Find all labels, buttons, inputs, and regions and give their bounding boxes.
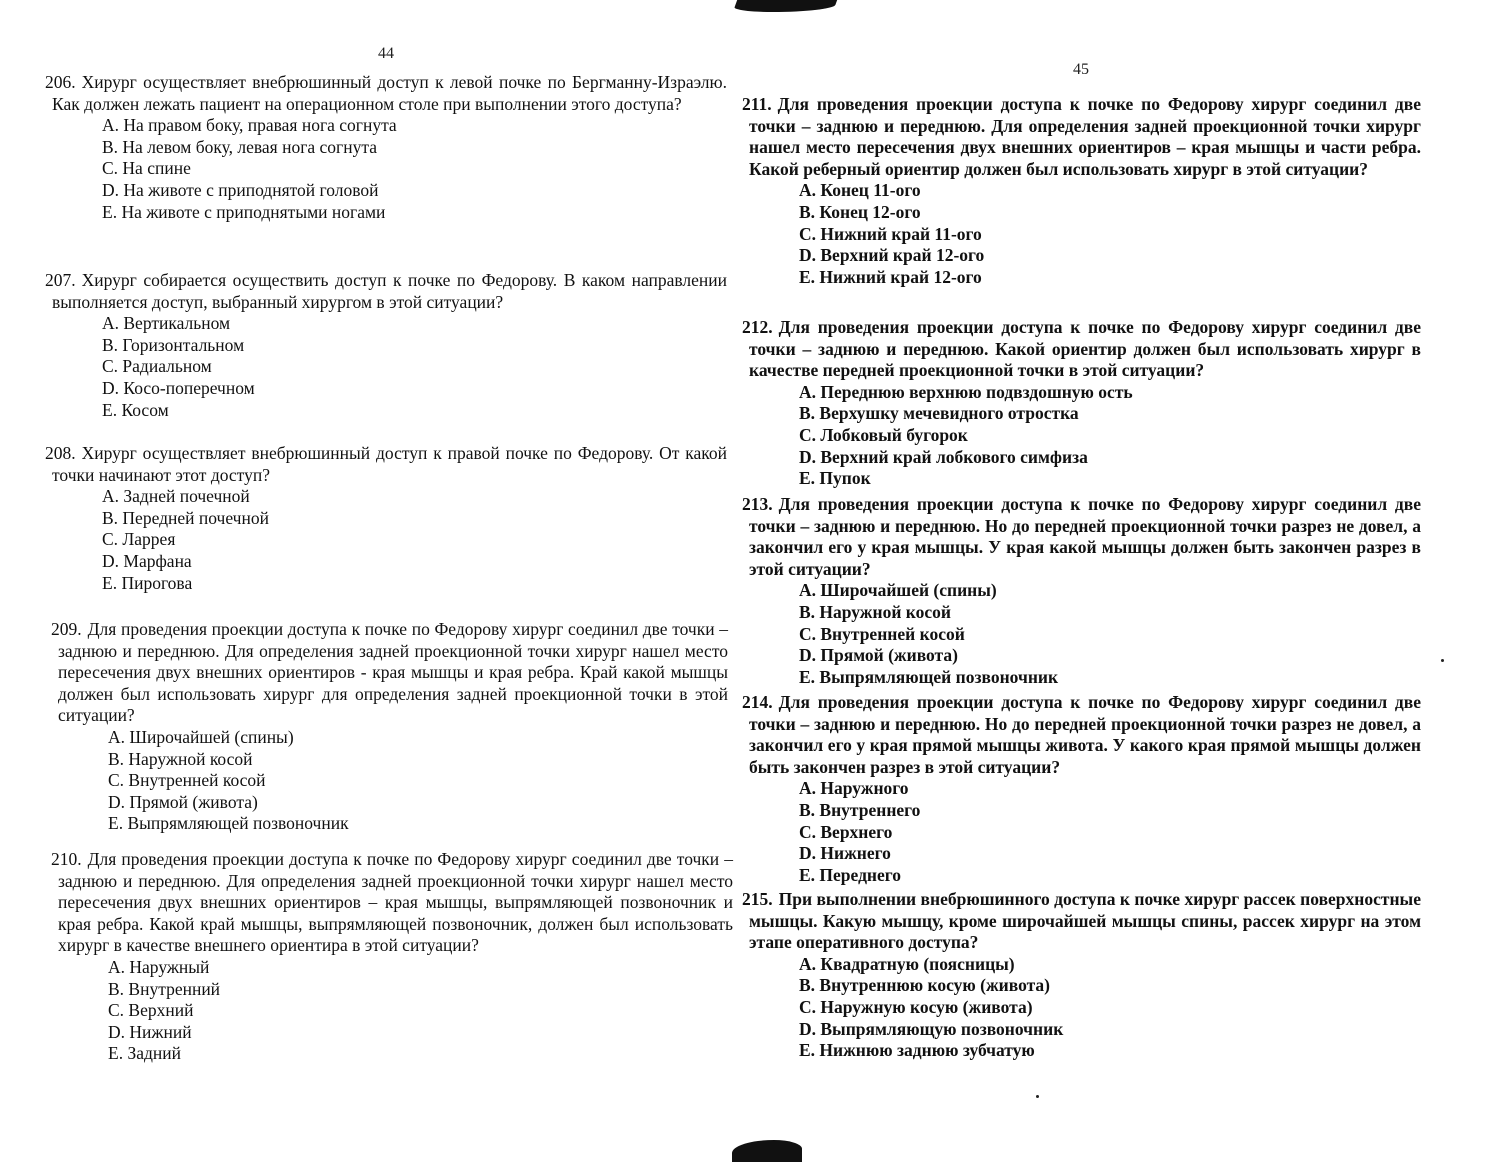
answer-option-c: C. Наружную косую (живота) — [799, 996, 1033, 1017]
answer-option-b: B. Передней почечной — [102, 507, 269, 528]
left-page — [0, 0, 745, 1162]
answer-option-b: B. Внутренний — [108, 978, 221, 999]
question-214 — [742, 692, 1421, 886]
question-212 — [742, 317, 1421, 490]
answer-option-c: C. Внутренней косой — [108, 770, 266, 791]
answer-option-b: B. Внутреннего — [799, 799, 921, 820]
question-text: Для проведения проекции доступа к почке по Федорову хирург соединил две точки – заднюю и переднюю. Какой ориентир должен был использовать хирург в качестве передней проекционной точки в этой ситуации? — [749, 317, 1421, 381]
question-stem — [51, 619, 728, 727]
answer-option-a: A. Конец 11-ого — [799, 180, 921, 201]
answer-option-d: D. На животе с приподнятой головой — [102, 179, 379, 200]
question-206 — [45, 72, 727, 223]
answer-option-b: B. Конец 12-ого — [799, 201, 921, 222]
question-text: Хирург осуществляет внебрюшинный доступ к левой почке по Бергманну-Израэлю. Как должен лежать пациент на операционном столе при выполнении этого доступа? — [52, 72, 727, 114]
question-stem — [742, 889, 1421, 954]
answer-options — [52, 313, 727, 421]
answer-option-e: E. Нижний край 12-ого — [799, 266, 982, 287]
question-number: 214. — [742, 692, 773, 712]
answer-options — [749, 778, 1421, 886]
question-number: 213. — [742, 494, 773, 514]
question-stem — [742, 317, 1421, 382]
answer-option-c: C. Нижний край 11-ого — [799, 223, 982, 244]
answer-option-d: D. Прямой (живота) — [108, 791, 258, 812]
answer-option-b: B. На левом боку, левая нога согнута — [102, 136, 377, 157]
question-number: 215. — [742, 889, 773, 909]
answer-option-d: D. Нижнего — [799, 843, 891, 864]
question-text: Для проведения проекции доступа к почке по Федорову хирург соединил две точки – заднюю и переднюю. Для определения задней проекционной точки хирург нашел место пересечения двух внешних ориентиров – края мышцы и части ребра. Какой реберный ориентир должен был использовать хирург в этой ситуации? — [749, 94, 1421, 179]
answer-option-c: C. Верхнего — [799, 821, 893, 842]
answer-option-c: C. Лобковый бугорок — [799, 424, 968, 445]
answer-option-a: A. Наружного — [799, 778, 909, 799]
answer-option-c: C. Верхний — [108, 1000, 194, 1021]
page-number: 45 — [1073, 61, 1089, 78]
question-number: 206. — [45, 72, 76, 92]
answer-option-b: B. Наружной косой — [799, 601, 951, 622]
question-text: Для проведения проекции доступа к почке по Федорову хирург соединил две точки – заднюю и переднюю. Но до передней проекционной точки разрез не довел, а закончил его у края мышцы. У края какой мышцы должен быть закончен разрез в этой ситуации? — [749, 494, 1421, 579]
answer-option-d: D. Нижний — [108, 1021, 192, 1042]
question-text: Хирург осуществляет внебрюшинный доступ к правой почке по Федорову. От какой точки начинают этот доступ? — [52, 443, 727, 485]
answer-option-c: C. Внутренней косой — [799, 623, 965, 644]
answer-option-e: E. На животе с приподнятыми ногами — [102, 201, 386, 222]
answer-option-a: A. Задней почечной — [102, 486, 250, 507]
answer-options — [749, 382, 1421, 490]
question-number: 208. — [45, 443, 76, 463]
question-209 — [51, 619, 728, 835]
answer-option-d: D. Выпрямляющую позвоночник — [799, 1018, 1064, 1039]
question-stem — [742, 94, 1421, 180]
question-213 — [742, 494, 1421, 688]
answer-option-d: D. Верхний край 12-ого — [799, 245, 985, 266]
question-210 — [51, 849, 733, 1065]
answer-option-a: A. На правом боку, правая нога согнута — [102, 115, 397, 136]
answer-options — [749, 580, 1421, 688]
question-207 — [45, 270, 727, 421]
question-208 — [45, 443, 727, 594]
answer-option-b: B. Внутреннюю косую (живота) — [799, 975, 1050, 996]
answer-options — [58, 727, 728, 835]
question-215 — [742, 889, 1421, 1062]
answer-option-d: D. Марфана — [102, 550, 192, 571]
question-number: 210. — [51, 849, 82, 869]
answer-option-b: B. Верхушку мечевидного отростка — [799, 403, 1079, 424]
question-stem — [742, 494, 1421, 580]
answer-options — [749, 954, 1421, 1062]
answer-option-a: A. Широчайшей (спины) — [799, 580, 997, 601]
answer-option-a: A. Квадратную (поясницы) — [799, 953, 1015, 974]
answer-option-d: D. Прямой (живота) — [799, 645, 958, 666]
answer-option-a: A. Переднюю верхнюю подвздошную ость — [799, 381, 1133, 402]
question-text: Хирург собирается осуществить доступ к почке по Федорову. В каком направлении выполняется доступ, выбранный хирургом в этой ситуации? — [52, 270, 727, 312]
answer-option-e: E. Выпрямляющей позвоночник — [108, 813, 349, 834]
answer-option-a: A. Наружный — [108, 956, 210, 977]
question-211 — [742, 94, 1421, 288]
answer-option-a: A. Широчайшей (спины) — [108, 726, 294, 747]
question-number: 212. — [742, 317, 773, 337]
right-page — [742, 0, 1491, 1162]
answer-option-e: E. Пирогова — [102, 572, 193, 593]
page-number: 44 — [378, 45, 394, 62]
question-text: Для проведения проекции доступа к почке по Федорову хирург соединил две точки – заднюю и переднюю. Для определения задней проекционной точки хирург нашел место пересечения двух внешних ориентиров – края мышцы, выпрямляющей позвоночник и края ребра. Какой край мышцы, выпрямляющей позвоночник, должен был использовать хирург в качестве внешнего ориентира в этой ситуации? — [58, 849, 733, 956]
answer-options — [52, 115, 727, 223]
answer-option-c: C. Ларрея — [102, 529, 176, 550]
answer-option-e: E. Косом — [102, 399, 169, 420]
question-text: Для проведения проекции доступа к почке по Федорову хирург соединил две точки – заднюю и переднюю. Но до передней проекционной точки разрез не довел, а закончил его у края прямой мышцы живота. У какого края прямой мышцы должен быть закончен разрез в этой ситуации? — [749, 692, 1421, 777]
answer-option-e: E. Выпрямляющей позвоночник — [799, 666, 1059, 687]
answer-option-b: B. Горизонтальном — [102, 334, 245, 355]
answer-option-d: D. Верхний край лобкового симфиза — [799, 446, 1088, 467]
answer-option-e: E. Нижнюю заднюю зубчатую — [799, 1040, 1035, 1061]
answer-option-e: E. Задний — [108, 1043, 181, 1064]
answer-option-a: A. Вертикальном — [102, 313, 231, 334]
question-text: Для проведения проекции доступа к почке по Федорову хирург соединил две точки – заднюю и переднюю. Для определения задней проекционной точки хирург нашел место пересечения двух внешних ориентиров - края мышцы и края ребра. Край какой мышцы должен был использовать хирург для определения задней проекционной точки в этой ситуации? — [58, 619, 728, 726]
answer-option-d: D. Косо-поперечном — [102, 377, 255, 398]
answer-option-c: C. Радиальном — [102, 356, 212, 377]
answer-options — [58, 957, 733, 1065]
question-text: При выполнении внебрюшинного доступа к почке хирург рассек поверхностные мышцы. Какую мышцу, кроме широчайшей мышцы спины, рассек хирург на этом этапе оперативного доступа? — [749, 889, 1421, 953]
question-stem — [45, 270, 727, 313]
answer-option-e: E. Переднего — [799, 864, 902, 885]
answer-options — [52, 486, 727, 594]
answer-options — [749, 180, 1421, 288]
answer-option-c: C. На спине — [102, 158, 191, 179]
answer-option-b: B. Наружной косой — [108, 748, 253, 769]
question-number: 211. — [742, 94, 772, 114]
answer-option-e: E. Пупок — [799, 468, 871, 489]
question-stem — [45, 443, 727, 486]
question-stem — [51, 849, 733, 957]
question-stem — [45, 72, 727, 115]
question-number: 209. — [51, 619, 82, 639]
question-number: 207. — [45, 270, 76, 290]
question-stem — [742, 692, 1421, 778]
